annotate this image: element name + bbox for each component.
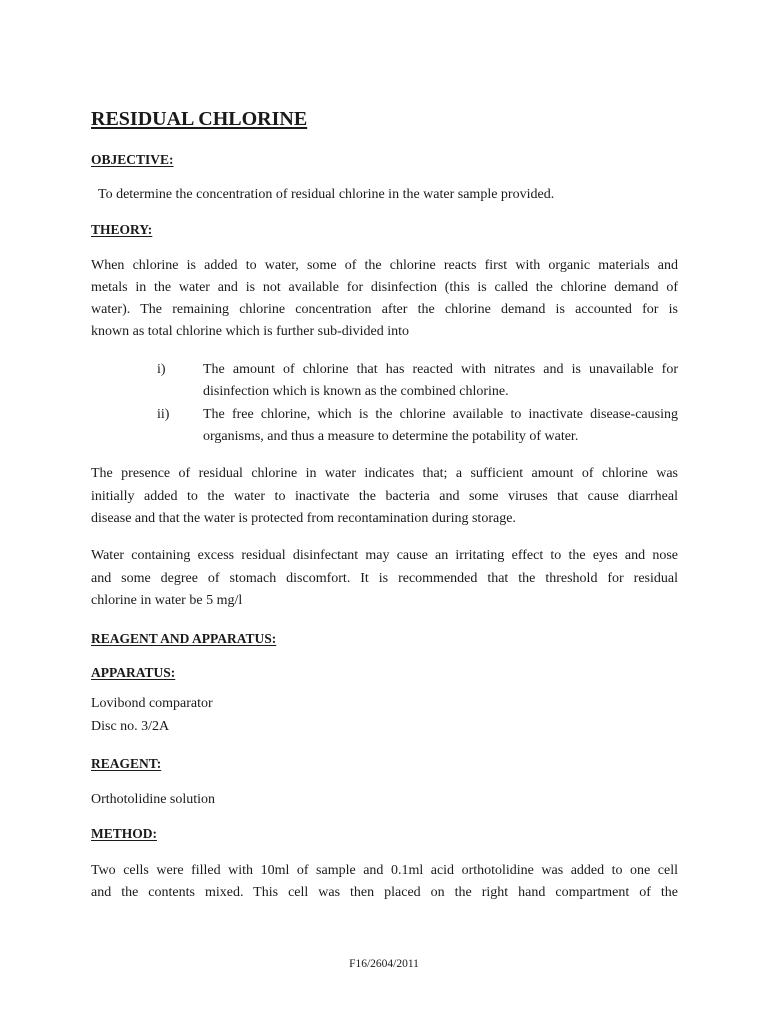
apparatus-item: Lovibond comparator xyxy=(91,696,213,711)
reagent-heading: REAGENT: xyxy=(91,756,162,771)
text-line: and some degree of stomach discomfort. It is recommended that the threshold for residual xyxy=(91,571,678,586)
text-line: and the contents mixed. This cell was then placed on the right hand compartment of the xyxy=(91,885,678,900)
text-line: Two cells were filled with 10ml of sample and 0.1ml acid orthotolidine was added to one cell xyxy=(91,863,678,878)
text-line: Water containing excess residual disinfectant may cause an irritating effect to the eyes and nose xyxy=(91,548,678,563)
apparatus-heading: APPARATUS: xyxy=(91,665,176,680)
text-line: known as total chlorine which is further sub-divided into xyxy=(91,324,410,339)
text-line: chlorine in water be 5 mg/l xyxy=(91,593,243,608)
objective-heading: OBJECTIVE: xyxy=(91,152,174,167)
theory-heading: THEORY: xyxy=(91,222,153,237)
reagent-item: Orthotolidine solution xyxy=(91,792,216,807)
objective-text: To determine the concentration of residual chlorine in the water sample provided. xyxy=(98,187,555,202)
apparatus-item: Disc no. 3/2A xyxy=(91,719,170,734)
document-title: RESIDUAL CHLORINE xyxy=(91,108,308,130)
page-footer: F16/2604/2011 xyxy=(349,958,419,970)
text-line: The presence of residual chlorine in water indicates that; a sufficient amount of chlorine was xyxy=(91,466,678,481)
reagent-apparatus-heading: REAGENT AND APPARATUS: xyxy=(91,631,277,646)
list-item-number: ii) xyxy=(157,407,170,422)
list-item-line: The amount of chlorine that has reacted with nitrates and is unavailable for xyxy=(203,362,678,377)
list-item-line: The free chlorine, which is the chlorine available to inactivate disease-causing xyxy=(203,407,678,422)
list-item-line: organisms, and thus a measure to determine the potability of water. xyxy=(203,429,579,444)
text-line: When chlorine is added to water, some of the chlorine reacts first with organic materials and xyxy=(91,258,678,273)
text-line: disease and that the water is protected from recontamination during storage. xyxy=(91,511,516,526)
text-line: water). The remaining chlorine concentration after the chlorine demand is accounted for is xyxy=(91,302,678,317)
text-line: metals in the water and is not available for disinfection (this is called the chlorine demand of xyxy=(91,280,678,295)
method-heading: METHOD: xyxy=(91,826,157,841)
list-item-line: disinfection which is known as the combined chlorine. xyxy=(203,384,509,399)
list-item-number: i) xyxy=(157,362,166,377)
text-line: initially added to the water to inactivate the bacteria and some viruses that cause diarrheal xyxy=(91,489,678,504)
